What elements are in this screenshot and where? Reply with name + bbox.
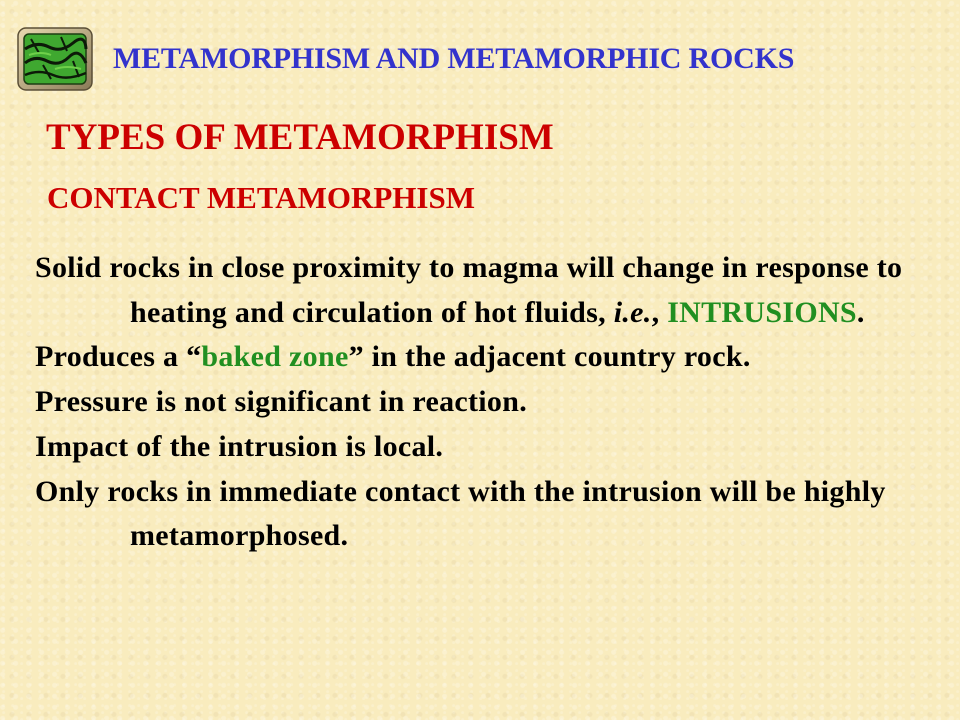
bullet-contact: Only rocks in immediate contact with the intrusion will be highly metamorphosed. [35,474,886,553]
intrusions-highlight: INTRUSIONS [667,295,857,329]
slide-header-title: METAMORPHISM AND METAMORPHIC ROCKS [113,42,795,75]
bullet-baked-zone-suffix: ” in the adjacent country rock. [348,340,751,374]
ie-text: i.e. [613,295,652,329]
section-title: TYPES OF METAMORPHISM [46,117,554,158]
bullet-impact: Impact of the intrusion is local. [35,429,444,463]
baked-zone-highlight: baked zone [201,340,349,374]
subsection-title: CONTACT METAMORPHISM [47,180,475,215]
bullet-baked-zone [35,335,935,380]
bullet-pressure: Pressure is not significant in reaction. [35,385,527,419]
bullet-proximity [35,246,935,335]
bullet-proximity-text: Solid rocks in close proximity to magma will change in response to heating and circulation of hot fluids, [35,251,903,329]
period-text: . [856,295,865,329]
slide-body [35,246,935,559]
comma-text: , [651,295,668,329]
bullet-baked-zone-prefix: Produces a “ [35,340,202,374]
green-rock-texture-icon [17,27,93,91]
